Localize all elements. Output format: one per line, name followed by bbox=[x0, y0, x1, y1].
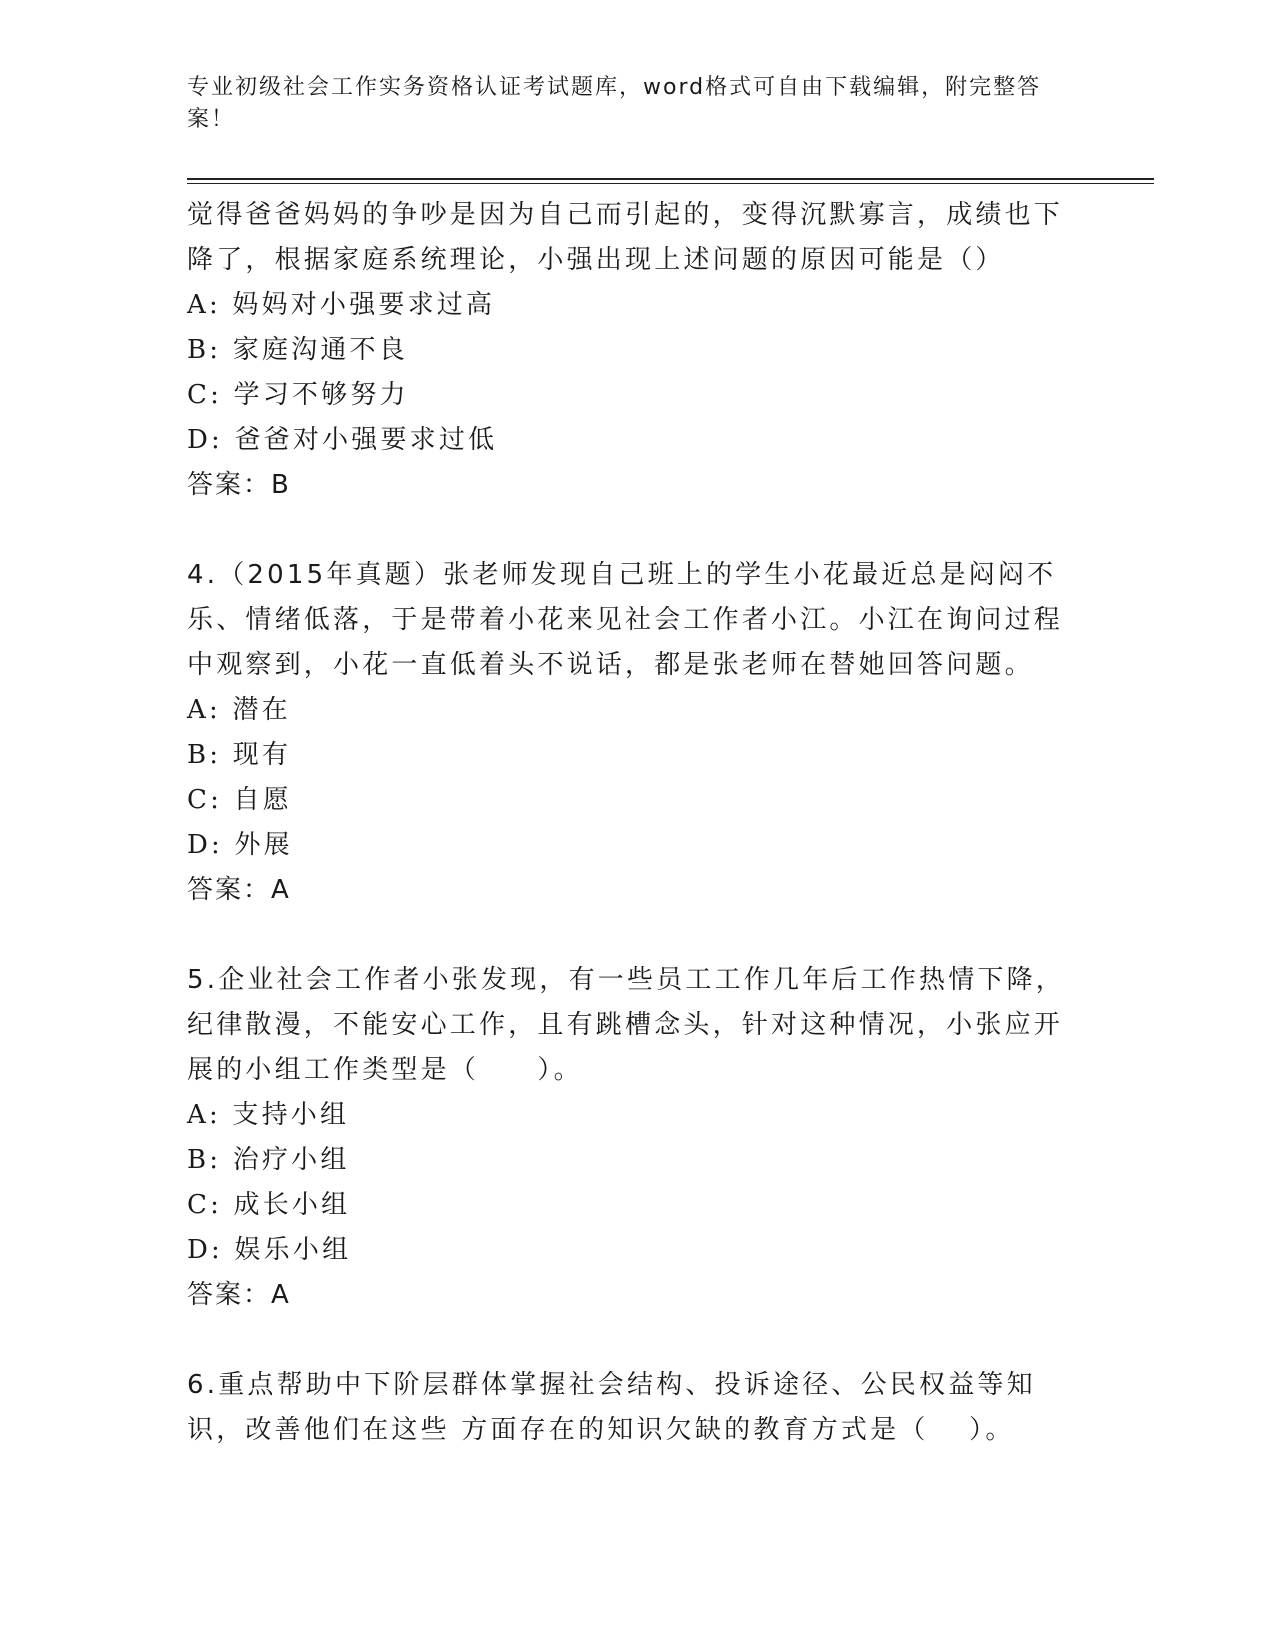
option-letter: D: bbox=[187, 425, 224, 455]
option-d bbox=[187, 418, 1067, 463]
question-list bbox=[187, 193, 1067, 1453]
option-letter: A: bbox=[187, 290, 221, 320]
option-text: 成长小组 bbox=[233, 1190, 351, 1220]
answer-line: 答案：A bbox=[187, 1280, 291, 1310]
option-letter: B: bbox=[187, 335, 222, 365]
option-letter: C: bbox=[187, 1190, 223, 1220]
option-a bbox=[187, 1093, 1067, 1138]
question-text: 6.重点帮助中下阶层群体掌握社会结构、投诉途径、公民权益等知识，改善他们在这些 方面存在的知识欠缺的教育方式是（ ）。 bbox=[187, 1370, 1036, 1445]
question-text: 5.企业社会工作者小张发现，有一些员工工作几年后工作热情下降，纪律散漫，不能安心工作，且有跳槽念头，针对这种情况，小张应开展的小组工作类型是（ ）。 bbox=[187, 965, 1066, 1085]
option-d bbox=[187, 823, 1067, 868]
option-text: 潜在 bbox=[232, 695, 291, 725]
option-text: 自愿 bbox=[233, 785, 292, 815]
option-c bbox=[187, 778, 1067, 823]
option-letter: C: bbox=[187, 785, 223, 815]
option-text: 家庭沟通不良 bbox=[232, 335, 408, 365]
option-b bbox=[187, 328, 1067, 373]
option-letter: D: bbox=[187, 1235, 224, 1265]
option-text: 外展 bbox=[234, 830, 293, 860]
header-divider-thin bbox=[187, 183, 1154, 184]
question-text: 4.（2015年真题）张老师发现自己班上的学生小花最近总是闷闷不乐、情绪低落，于是带着小花来见社会工作者小江。小江在询问过程中观察到，小花一直低着头不说话，都是张老师在替她回答问题。 bbox=[187, 560, 1064, 680]
header-divider-thick bbox=[187, 178, 1154, 180]
question-text: 觉得爸爸妈妈的争吵是因为自己而引起的，变得沉默寡言，成绩也下降了，根据家庭系统理论，小强出现上述问题的原因可能是（） bbox=[187, 200, 1064, 275]
question-block bbox=[187, 958, 1067, 1318]
option-letter: B: bbox=[187, 740, 222, 770]
option-a bbox=[187, 283, 1067, 328]
document-header: 专业初级社会工作实务资格认证考试题库，word格式可自由下载编辑，附完整答案！ bbox=[187, 75, 1042, 132]
option-text: 妈妈对小强要求过高 bbox=[232, 290, 496, 320]
option-text: 娱乐小组 bbox=[234, 1235, 352, 1265]
option-c bbox=[187, 1183, 1067, 1228]
spacer bbox=[187, 913, 1067, 958]
option-text: 支持小组 bbox=[232, 1100, 350, 1130]
option-letter: B: bbox=[187, 1145, 222, 1175]
spacer bbox=[187, 1318, 1067, 1363]
question-block bbox=[187, 1363, 1067, 1453]
option-text: 现有 bbox=[232, 740, 292, 770]
option-b bbox=[187, 1138, 1067, 1183]
option-letter: D: bbox=[187, 830, 224, 860]
option-letter: A: bbox=[187, 695, 221, 725]
question-block bbox=[187, 553, 1067, 913]
spacer bbox=[187, 508, 1067, 553]
answer-line: 答案：B bbox=[187, 470, 291, 500]
option-text: 学习不够努力 bbox=[233, 380, 409, 410]
option-a bbox=[187, 688, 1067, 733]
option-c bbox=[187, 373, 1067, 418]
question-block bbox=[187, 193, 1067, 508]
option-text: 治疗小组 bbox=[232, 1145, 350, 1175]
option-letter: C: bbox=[187, 380, 223, 410]
option-d bbox=[187, 1228, 1067, 1273]
answer-line: 答案：A bbox=[187, 875, 291, 905]
option-b bbox=[187, 733, 1067, 778]
option-text: 爸爸对小强要求过低 bbox=[234, 425, 498, 455]
option-letter: A: bbox=[187, 1100, 221, 1130]
